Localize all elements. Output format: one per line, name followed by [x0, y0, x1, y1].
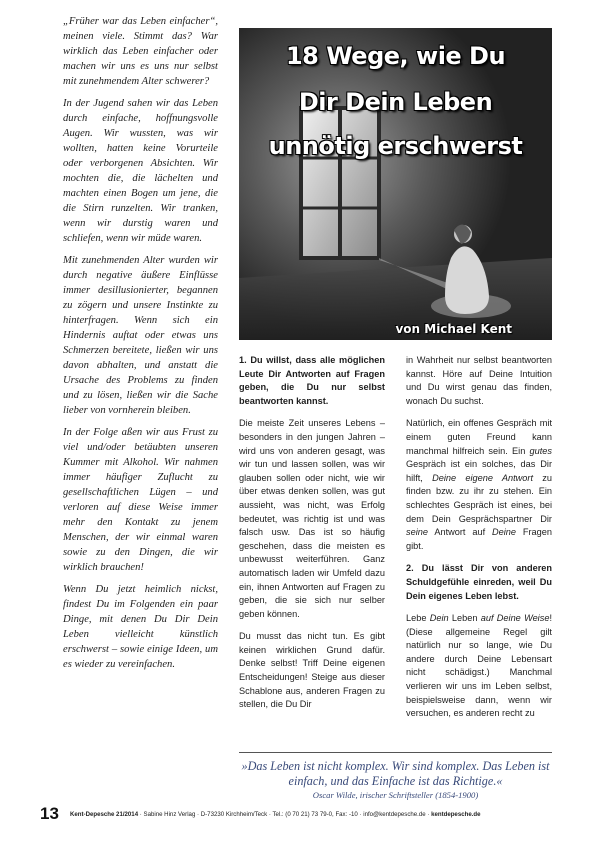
quote-text: »Das Leben ist nicht komplex. Wir sind komplex. Das Leben ist einfach, und das Einfache ist das Richtige.«: [241, 759, 550, 788]
right-column: [406, 354, 552, 730]
footer-website-link[interactable]: kentdepesche.de: [431, 811, 481, 818]
emphasis: seine: [406, 527, 428, 538]
page-number: 13: [40, 804, 59, 823]
intro-paragraph-2: In der Jugend sahen wir das Leben durch einfache, hoffnungsvolle Augen. Wir wussten, was wir wollten, hatten keine Vorurteile oder verborgenen Absichten. Wir mochten die, die lächelten und machten einen Bogen um jene, die die Stirn runzelten. Wir tranken, wenn wir durstig waren und schliefen, wenn wir müde waren.: [63, 98, 218, 244]
hero-title-line-2: Dir Dein Leben: [298, 88, 493, 116]
middle-column: [239, 354, 385, 721]
hero-illustration: [239, 28, 552, 340]
section-heading-1: 1. Du willst, dass alle möglichen Leute Dir Antworten auf Fragen geben, die Du nur selbst beantworten kannst.: [239, 355, 385, 406]
text-run: zu finden bzw. zu ihr zu stehen. Ein schlechtes Gespräch ist eines, bei dem Dein Gesprächspartner Dir: [406, 472, 552, 524]
emphasis: Dein: [429, 613, 449, 624]
intro-paragraph-1: „Früher war das Leben einfacher“, meinen viele. Stimmt das? War wirklich das Leben einfacher oder machen wir uns es uns nur selbst mit zunehmendem Alter schwerer?: [63, 16, 218, 87]
section2-paragraph-1: [406, 612, 552, 721]
hero-title-line-3: unnötig erschwerst: [268, 132, 523, 160]
hero-image: [239, 28, 552, 340]
hero-title-line-1: 18 Wege, wie Du: [285, 42, 506, 70]
intro-paragraph-3: Mit zunehmenden Alter wurden wir durch negative äußere Einflüsse immer desillusionierter, begannen zu zögern und unsere Instinkte zu hinterfragen. Wenn sich ein Hindernis auftat oder etwas uns Schmerzen bereitete, ließen wir uns davon abhalten, und anstatt die Ursache des Problems zu finden und zu lösen, ließen wir die Sache lieber von vornherein bleiben.: [63, 255, 218, 416]
text-run: ! (Diese allgemeine Regel gilt natürlich nur so lange, wie Du andere durch Deine Lebensart nicht schädigst.) Manchmal verlieren wir uns im Leben selbst, beispielsweise dann, wenn wir versuchen, es anderen recht zu: [406, 613, 552, 719]
section1-paragraph-4: [406, 417, 552, 553]
section-heading-2: 2. Du lässt Dir von anderen Schuldgefühle einreden, weil Du Dein eigenes Leben lebst.: [406, 563, 552, 601]
text-run: Antwort auf: [427, 527, 492, 538]
page-footer: [40, 804, 555, 824]
quote-divider: [239, 752, 552, 753]
text-run: Gespräch ist ein solches, das Dir hilft,: [406, 459, 552, 483]
footer-details: · Sabine Hinz Verlag · D-73230 Kirchheim/Teck · Tel.: (0 70 21) 73 79-0, Fax: -10 · info@kentdepesche.de ·: [138, 811, 432, 818]
section1-paragraph-2: Du musst das nicht tun. Es gibt keinen wirklichen Grund dafür. Denke selbst! Triff Deine eigenen Entscheidungen! Steige aus dieser Schablone aus, anderen Fragen zu stellen, die Du Dir: [239, 631, 385, 710]
intro-paragraph-5: Wenn Du jetzt heimlich nickst, findest Du im Folgenden ein paar Dinge, mit denen Du Dir Dein Leben vielleicht künstlich erschwerst – sowie einige Ideen, um es wieder zu vereinfachen.: [63, 584, 218, 670]
footer-imprint: [70, 811, 481, 818]
hero-author: von Michael Kent: [395, 322, 512, 336]
text-run: Fragen gibt.: [406, 527, 552, 551]
section1-paragraph-1: Die meiste Zeit unseres Lebens – besonders in den jungen Jahren – wird uns von anderen gesagt, was wir tun und lassen sollen, was wir glauben sollen oder nicht, wie wir über etwas denken sollen, was gut aussieht, was nicht, was Erfolg bedeutet, was richtig ist und was falsch usw. Das ist so häufig geschehen, dass die meisten es unbewusst weiterführen. Ganz automatisch laden wir Umfeld dazu ein, ihnen Antworten auf Fragen zu geben, die sie sich nur selber geben können.: [239, 418, 385, 619]
section1-paragraph-3: in Wahrheit nur selbst beantworten kannst. Höre auf Deine Intuition und Du wirst genau das finden, wonach Du suchst.: [406, 355, 552, 406]
intro-paragraph-4: In der Folge aßen wir aus Frust zu viel und/oder betäubten unseren Kummer mit Alkohol. Wir nahmen immer häufiger Zuflucht zu gesellschaftlichen Lügen – und verloren auf diese Weise immer mehr den Kontakt zu jenem Menschen, der wir einmal waren sowie zu den Dingen, die wir wirklich brauchen!: [63, 427, 218, 573]
text-run: Natürlich, ein offenes Gespräch mit einem guten Freund kann manchmal hilfreich sein. Ein: [406, 418, 552, 456]
text-run: Leben: [448, 613, 481, 624]
quote-source: Oscar Wilde, irischer Schriftsteller (1854-1900): [312, 790, 479, 800]
emphasis: auf Deine Weise: [480, 613, 550, 624]
emphasis: Deine: [492, 527, 517, 538]
emphasis: gutes: [529, 445, 552, 456]
left-column: [63, 14, 218, 679]
footer-publication: Kent-Depesche 21/2014: [70, 811, 139, 818]
text-run: Lebe: [406, 613, 430, 624]
emphasis: Deine eigene Antwort: [432, 472, 534, 483]
